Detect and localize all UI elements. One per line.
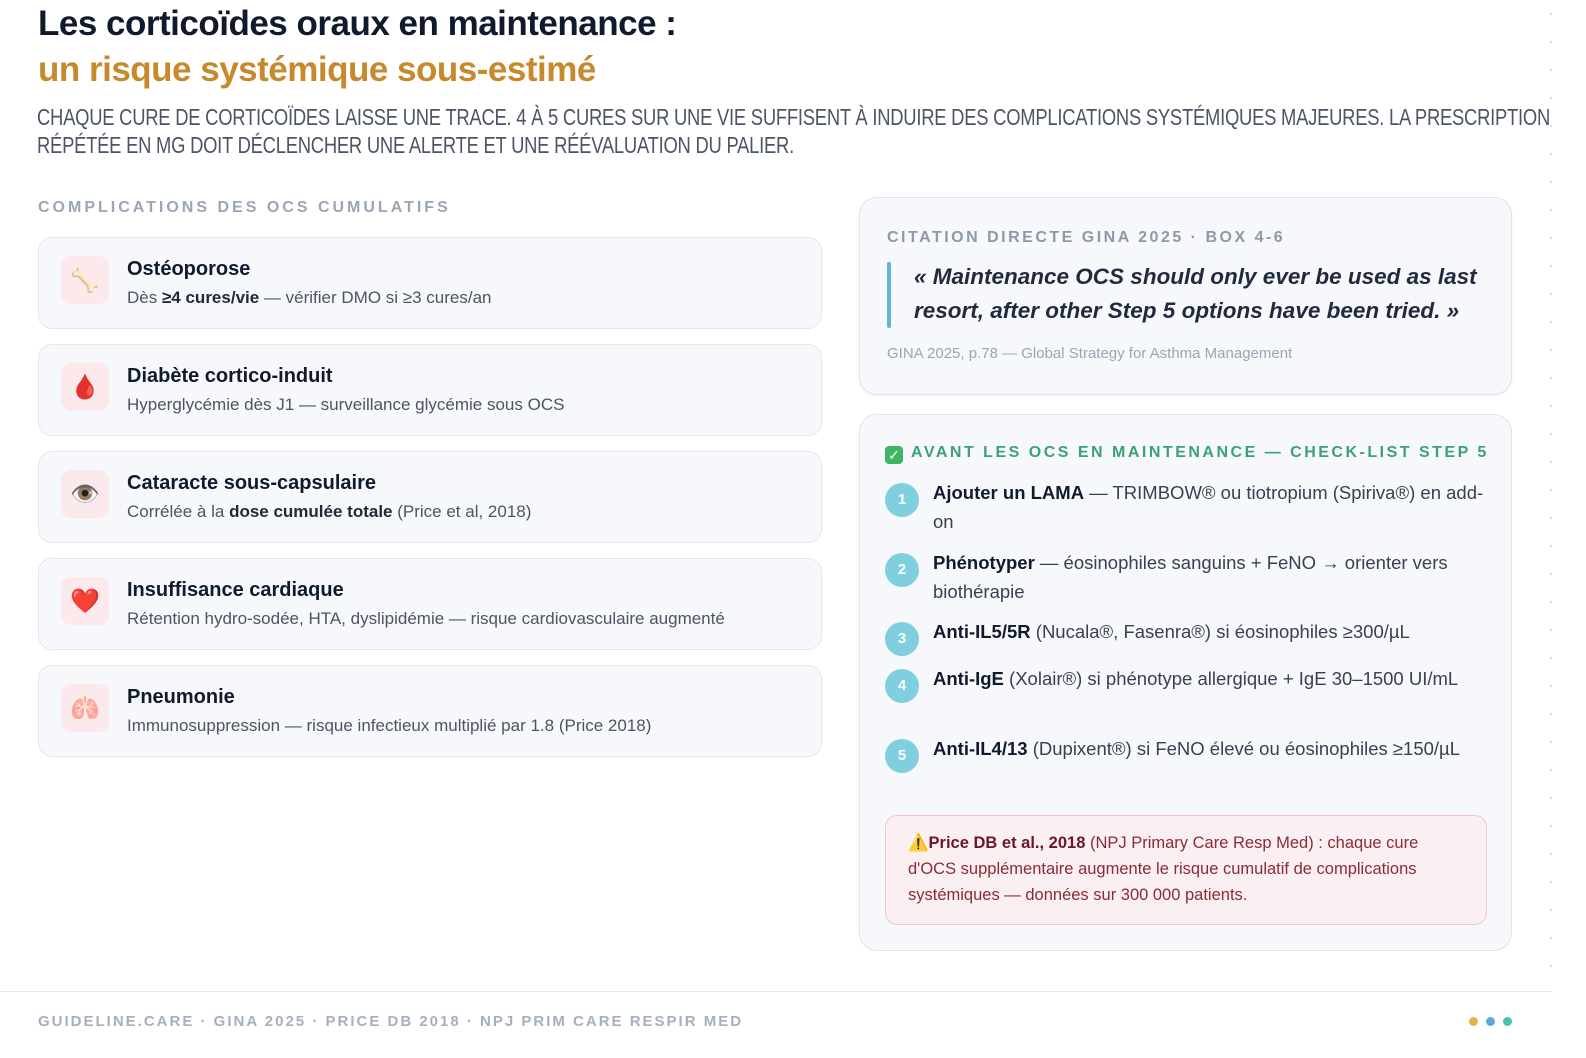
quote-source: GINA 2025, p.78 — Global Strategy for Asthma Management xyxy=(887,345,1293,362)
complication-desc: Dès ≥4 cures/vie — vérifier DMO si ≥3 cures/an xyxy=(127,288,492,307)
blood-drop-icon: 🩸 xyxy=(61,363,109,411)
complication-card-cataracte xyxy=(38,451,822,543)
eye-icon: 👁️ xyxy=(61,470,109,518)
lead-paragraph: CHAQUE CURE DE CORTICOÏDES LAISSE UNE TRACE. 4 À 5 CURES SUR UNE VIE SUFFISENT À INDUIRE DES COMPLICATIONS SYSTÉMIQUES MAJEURES. LA PRESCRIPTION RÉPÉTÉE EN MG DOIT DÉCLENCHER UNE ALERTE ET UNE RÉÉVALUATION DU PALIER. xyxy=(37,104,1551,158)
quote-label: CITATION DIRECTE GINA 2025 · BOX 4-6 xyxy=(887,229,1286,246)
footer-sources: GUIDELINE.CARE · GINA 2025 · PRICE DB 2018 · NPJ PRIM CARE RESPIR MED xyxy=(38,1013,744,1030)
complication-title: Ostéoporose xyxy=(127,258,251,280)
step-number-badge: 3 xyxy=(885,622,919,656)
step-number-badge: 2 xyxy=(885,553,919,587)
step-text: Anti-IL5/5R (Nucala®, Fasenra®) si éosinophiles ≥300/µL xyxy=(933,621,1410,642)
step-text: Anti-IgE (Xolair®) si phénotype allergique + IgE 30–1500 UI/mL xyxy=(933,668,1459,689)
footer-dot-teal xyxy=(1503,1017,1512,1026)
gina-quote-card xyxy=(859,197,1512,395)
page-title-line2: un risque systémique sous-estimé xyxy=(38,50,596,89)
complication-card-diabete xyxy=(38,344,822,436)
complication-desc: Hyperglycémie dès J1 — surveillance glycémie sous OCS xyxy=(127,395,565,414)
page-title-line1: Les corticoïdes oraux en maintenance : xyxy=(38,4,677,43)
footer-divider xyxy=(0,991,1552,992)
edge-dotted-border xyxy=(1550,0,1552,990)
price-warning-box xyxy=(885,815,1487,925)
quote-text: « Maintenance OCS should only ever be used as last resort, after other Step 5 options have been tried. » xyxy=(914,264,1477,323)
footer-dot-blue xyxy=(1486,1017,1495,1026)
complication-card-osteoporose xyxy=(38,237,822,329)
warning-text: ⚠️Price DB et al., 2018 (NPJ Primary Care Resp Med) : chaque cure d'OCS supplémentaire augmente le risque cumulatif de complications systémiques — données sur 300 000 patients. xyxy=(908,834,1419,904)
lungs-icon: 🫁 xyxy=(61,684,109,732)
warning-icon: ⚠️ xyxy=(908,834,929,852)
complication-title: Pneumonie xyxy=(127,686,235,708)
checklist-label: ✓ AVANT LES OCS EN MAINTENANCE — CHECK-LIST STEP 5 xyxy=(885,444,1489,464)
complications-section-label: COMPLICATIONS DES OCS CUMULATIFS xyxy=(38,199,451,216)
checkmark-icon: ✓ xyxy=(885,446,903,464)
step-number-badge: 1 xyxy=(885,483,919,517)
step-number-badge: 4 xyxy=(885,669,919,703)
step-text: Anti-IL4/13 (Dupixent®) si FeNO élevé ou éosinophiles ≥150/µL xyxy=(933,738,1460,759)
step-number-badge: 5 xyxy=(885,739,919,773)
complication-card-pneumonie xyxy=(38,665,822,757)
complication-desc: Rétention hydro-sodée, HTA, dyslipidémie — risque cardiovasculaire augmenté xyxy=(127,609,725,628)
complication-title: Diabète cortico-induit xyxy=(127,365,333,387)
step-text: Ajouter un LAMA — TRIMBOW® ou tiotropium (Spiriva®) en add-on xyxy=(933,482,1484,532)
bone-icon: 🦴 xyxy=(61,256,109,304)
step5-checklist-card xyxy=(859,414,1512,951)
complication-title: Insuffisance cardiaque xyxy=(127,579,344,601)
heart-icon: ❤️ xyxy=(61,577,109,625)
footer-dot-orange xyxy=(1469,1017,1478,1026)
step-text: Phénotyper — éosinophiles sanguins + FeNO → orienter vers biothérapie xyxy=(933,552,1448,602)
quote-accent-bar xyxy=(887,262,891,328)
complication-desc: Corrélée à la dose cumulée totale (Price et al, 2018) xyxy=(127,502,532,521)
complication-card-insuffisance-cardiaque xyxy=(38,558,822,650)
complication-desc: Immunosuppression — risque infectieux multiplié par 1.8 (Price 2018) xyxy=(127,716,652,735)
complication-title: Cataracte sous-capsulaire xyxy=(127,472,377,494)
